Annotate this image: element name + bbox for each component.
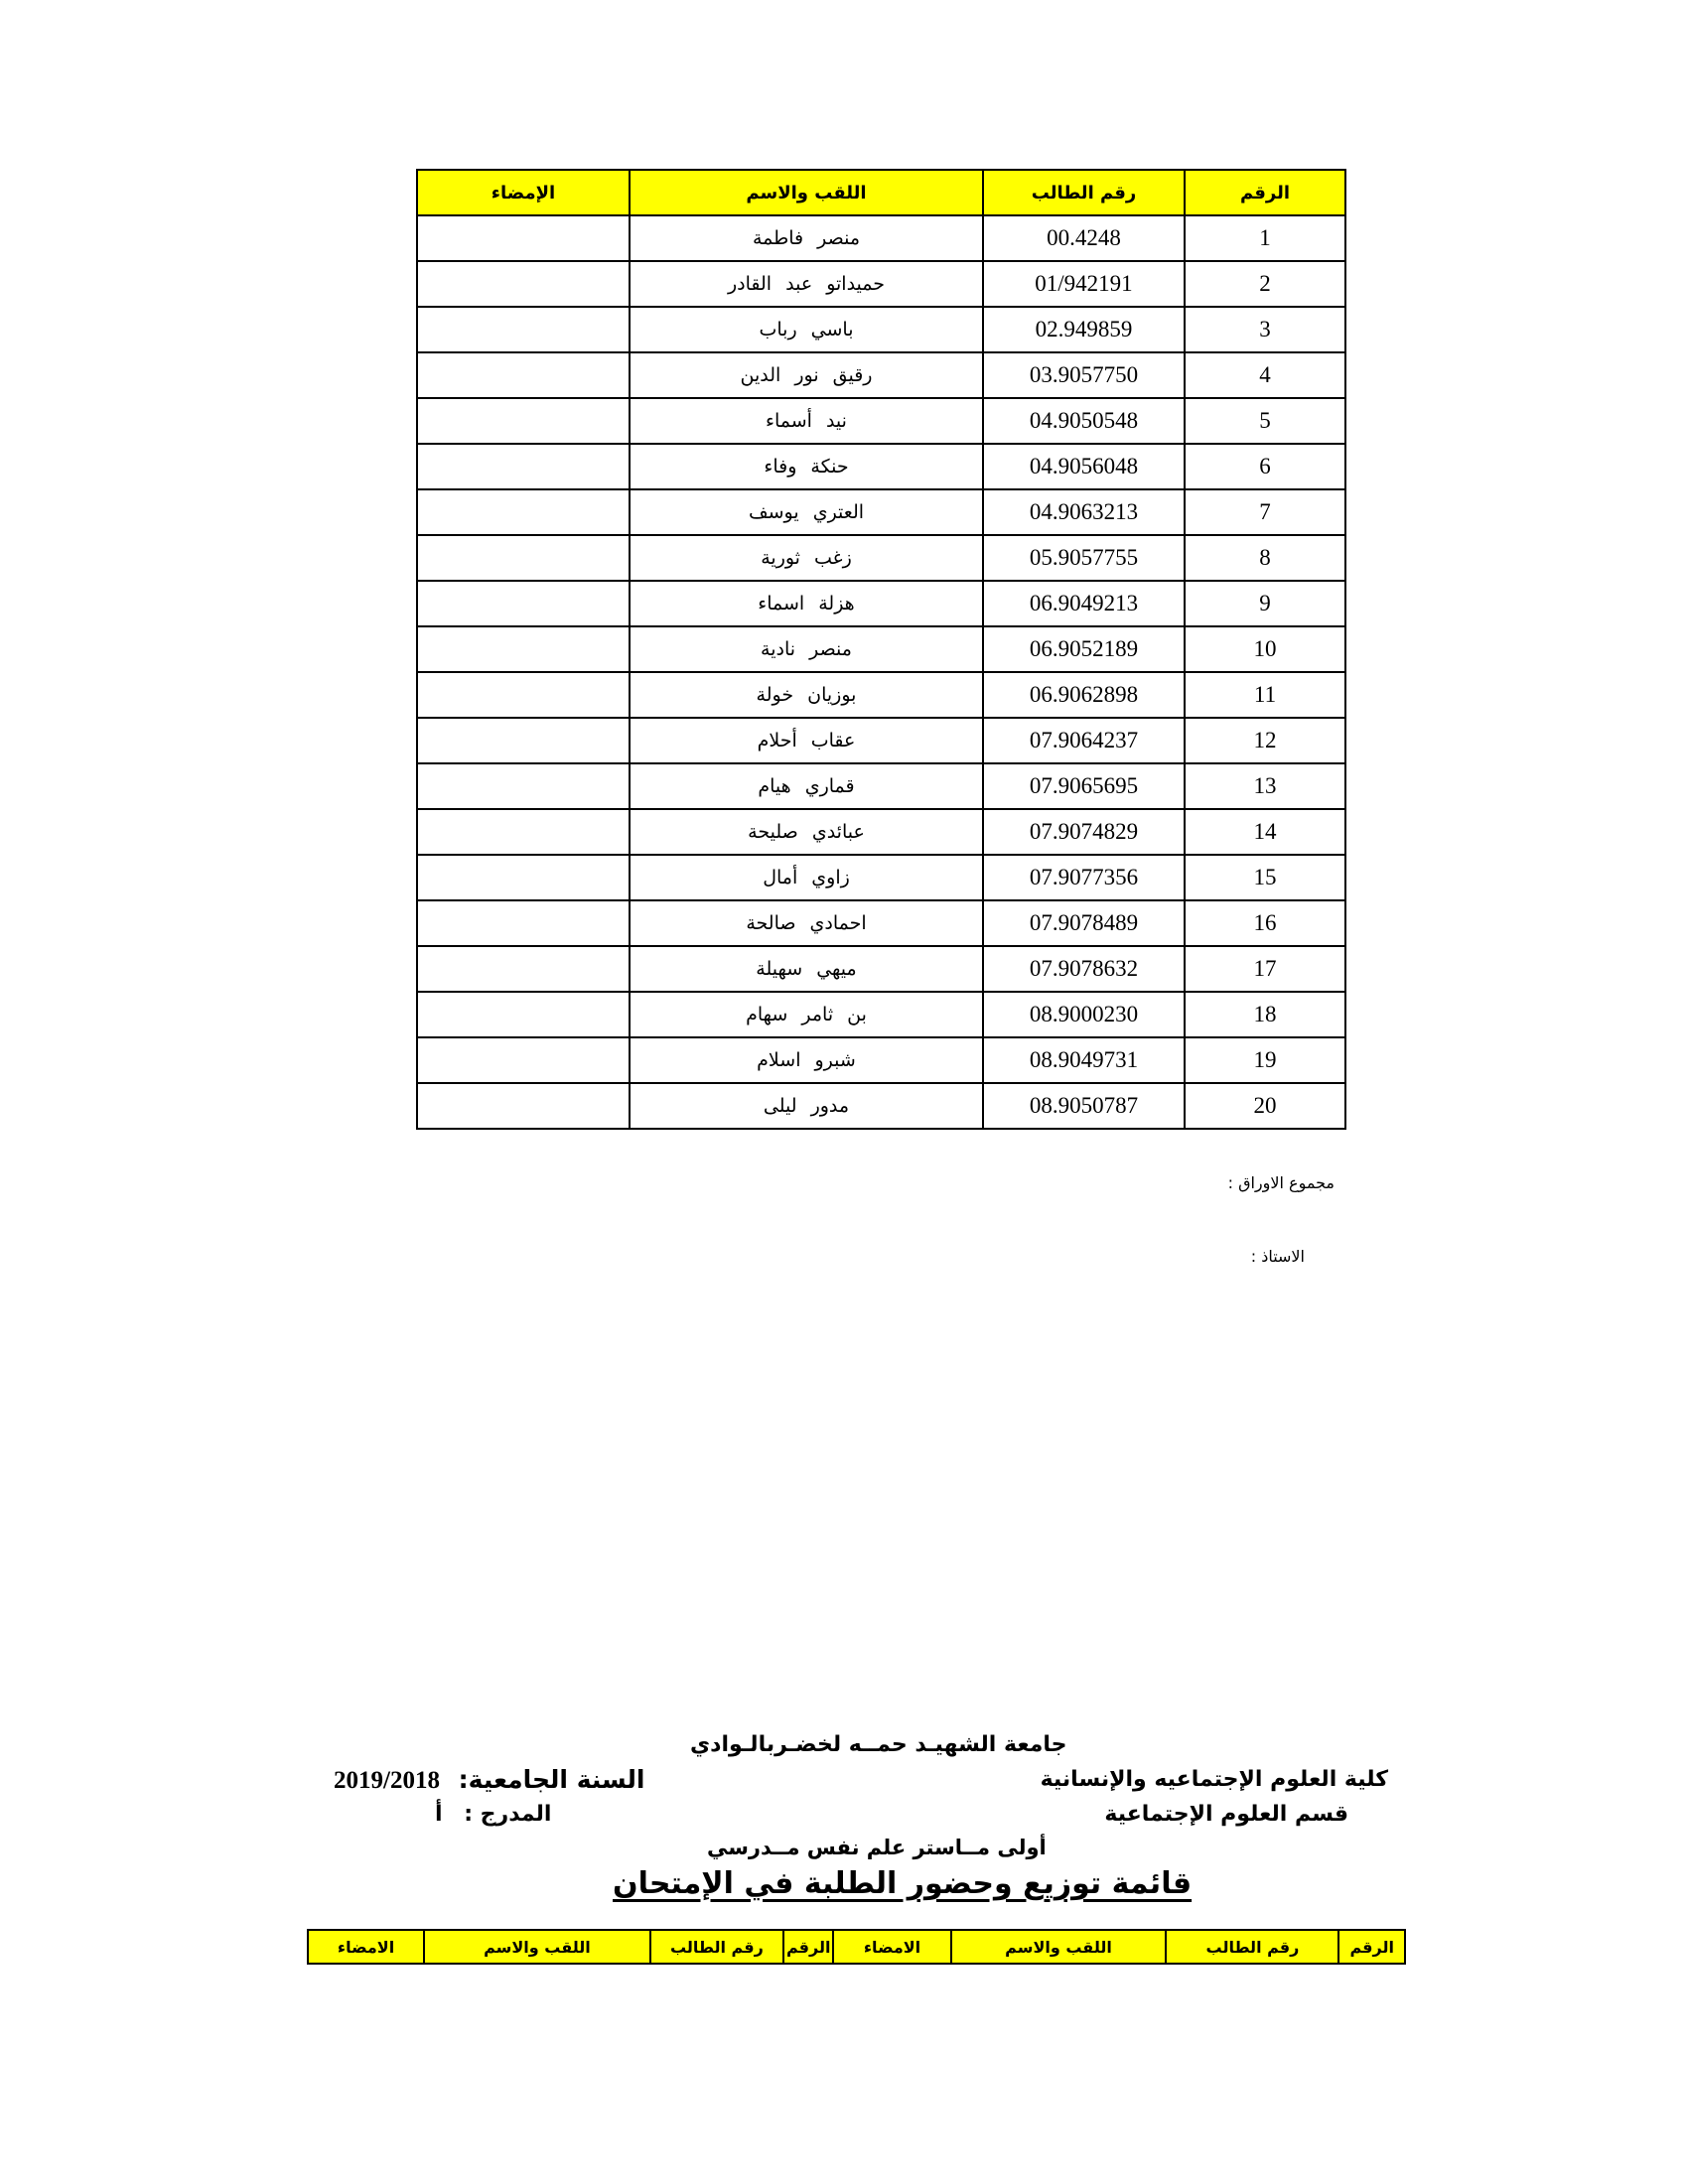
table-row bbox=[417, 1037, 1345, 1083]
table-row bbox=[417, 809, 1345, 855]
row-student-id: 06.9052189 bbox=[983, 626, 1185, 672]
row-number: 8 bbox=[1185, 535, 1345, 581]
row-signature-cell bbox=[417, 992, 630, 1037]
hall-value: أ bbox=[435, 1802, 443, 1827]
table-row bbox=[417, 398, 1345, 444]
row-student-id: 07.9074829 bbox=[983, 809, 1185, 855]
bottom-header-name-2: اللقب والاسم bbox=[424, 1930, 650, 1964]
row-name: حنكة وفاء bbox=[630, 444, 983, 489]
row-number: 13 bbox=[1185, 763, 1345, 809]
table-row bbox=[417, 261, 1345, 307]
row-student-id: 00.4248 bbox=[983, 215, 1185, 261]
row-name: العتري يوسف bbox=[630, 489, 983, 535]
row-signature-cell bbox=[417, 307, 630, 352]
row-student-id: 05.9057755 bbox=[983, 535, 1185, 581]
table-row bbox=[417, 626, 1345, 672]
row-name: قماري هيام bbox=[630, 763, 983, 809]
table-row bbox=[417, 718, 1345, 763]
row-signature-cell bbox=[417, 489, 630, 535]
row-number: 4 bbox=[1185, 352, 1345, 398]
academic-year-value: 2019/2018 bbox=[334, 1767, 440, 1794]
row-name: زغب ثورية bbox=[630, 535, 983, 581]
row-signature-cell bbox=[417, 535, 630, 581]
table-row bbox=[417, 444, 1345, 489]
bottom-header-table bbox=[307, 1929, 1406, 1965]
table-row bbox=[417, 672, 1345, 718]
row-name: رقيق نور الدين bbox=[630, 352, 983, 398]
row-number: 12 bbox=[1185, 718, 1345, 763]
row-number: 9 bbox=[1185, 581, 1345, 626]
academic-year bbox=[334, 1765, 644, 1795]
row-student-id: 07.9078632 bbox=[983, 946, 1185, 992]
row-student-id: 01/942191 bbox=[983, 261, 1185, 307]
table-row bbox=[417, 581, 1345, 626]
bottom-header-signature-1: الامضاء bbox=[833, 1930, 950, 1964]
table-row bbox=[417, 1083, 1345, 1129]
row-student-id: 02.949859 bbox=[983, 307, 1185, 352]
row-name: شبرو اسلام bbox=[630, 1037, 983, 1083]
row-number: 14 bbox=[1185, 809, 1345, 855]
row-name: باسي رباب bbox=[630, 307, 983, 352]
table-body bbox=[417, 215, 1345, 1129]
row-name: زاوي أمال bbox=[630, 855, 983, 900]
bottom-header-row bbox=[308, 1930, 1405, 1964]
document-title: قائمة توزيع وحضور الطلبة في الإمتحان bbox=[613, 1866, 1193, 1901]
row-name: منصر نادية bbox=[630, 626, 983, 672]
row-student-id: 07.9078489 bbox=[983, 900, 1185, 946]
table-row bbox=[417, 535, 1345, 581]
row-signature-cell bbox=[417, 1037, 630, 1083]
row-name: هزلة اسماء bbox=[630, 581, 983, 626]
table-row bbox=[417, 763, 1345, 809]
row-student-id: 04.9063213 bbox=[983, 489, 1185, 535]
row-student-id: 08.9000230 bbox=[983, 992, 1185, 1037]
row-number: 10 bbox=[1185, 626, 1345, 672]
table-row bbox=[417, 855, 1345, 900]
row-name: ميهي سهيلة bbox=[630, 946, 983, 992]
row-number: 1 bbox=[1185, 215, 1345, 261]
bottom-header-signature-2: الامضاء bbox=[308, 1930, 424, 1964]
row-number: 15 bbox=[1185, 855, 1345, 900]
row-signature-cell bbox=[417, 398, 630, 444]
row-number: 18 bbox=[1185, 992, 1345, 1037]
row-student-id: 06.9062898 bbox=[983, 672, 1185, 718]
row-signature-cell bbox=[417, 672, 630, 718]
row-student-id: 08.9050787 bbox=[983, 1083, 1185, 1129]
row-name: مدور ليلى bbox=[630, 1083, 983, 1129]
row-signature-cell bbox=[417, 855, 630, 900]
hall-label: المدرج : bbox=[464, 1802, 552, 1827]
row-signature-cell bbox=[417, 763, 630, 809]
bottom-header-student-id-1: رقم الطالب bbox=[1166, 1930, 1338, 1964]
row-signature-cell bbox=[417, 261, 630, 307]
program-name: أولى مــاستر علم نفس مــدرسي bbox=[707, 1836, 1047, 1859]
row-signature-cell bbox=[417, 946, 630, 992]
header-student-id: رقم الطالب bbox=[983, 170, 1185, 215]
row-number: 11 bbox=[1185, 672, 1345, 718]
row-number: 7 bbox=[1185, 489, 1345, 535]
row-student-id: 07.9064237 bbox=[983, 718, 1185, 763]
row-number: 16 bbox=[1185, 900, 1345, 946]
row-student-id: 08.9049731 bbox=[983, 1037, 1185, 1083]
row-number: 2 bbox=[1185, 261, 1345, 307]
row-name: عقاب أحلام bbox=[630, 718, 983, 763]
table-header-row bbox=[417, 170, 1345, 215]
bottom-header-name-1: اللقب والاسم bbox=[951, 1930, 1167, 1964]
row-student-id: 07.9065695 bbox=[983, 763, 1185, 809]
hall bbox=[435, 1802, 551, 1827]
attendance-table bbox=[416, 169, 1346, 1130]
professor-label: الاستاذ : bbox=[1250, 1247, 1305, 1266]
bottom-header-number-1: الرقم bbox=[1338, 1930, 1405, 1964]
row-name: بن ثامر سهام bbox=[630, 992, 983, 1037]
bottom-header-number-2: الرقم bbox=[783, 1930, 833, 1964]
department-name: قسم العلوم الإجتماعية bbox=[1104, 1802, 1348, 1827]
row-signature-cell bbox=[417, 626, 630, 672]
table-row bbox=[417, 992, 1345, 1037]
row-name: عبائدي صليحة bbox=[630, 809, 983, 855]
row-name: احمادي صالحة bbox=[630, 900, 983, 946]
table-row bbox=[417, 215, 1345, 261]
row-name: منصر فاطمة bbox=[630, 215, 983, 261]
row-signature-cell bbox=[417, 1083, 630, 1129]
table-row bbox=[417, 352, 1345, 398]
row-number: 17 bbox=[1185, 946, 1345, 992]
header-signature: الإمضاء bbox=[417, 170, 630, 215]
university-name: جامعة الشهيـد حمــه لخضـربالـوادي bbox=[690, 1732, 1067, 1757]
table-row bbox=[417, 900, 1345, 946]
table-row bbox=[417, 946, 1345, 992]
row-name: حميداتو عبد القادر bbox=[630, 261, 983, 307]
academic-year-label: السنة الجامعية: bbox=[458, 1765, 645, 1794]
row-signature-cell bbox=[417, 900, 630, 946]
row-number: 6 bbox=[1185, 444, 1345, 489]
row-number: 3 bbox=[1185, 307, 1345, 352]
table-row bbox=[417, 489, 1345, 535]
row-signature-cell bbox=[417, 809, 630, 855]
row-name: بوزيان خولة bbox=[630, 672, 983, 718]
header-number: الرقم bbox=[1185, 170, 1345, 215]
row-signature-cell bbox=[417, 215, 630, 261]
row-student-id: 04.9050548 bbox=[983, 398, 1185, 444]
bottom-header-student-id-2: رقم الطالب bbox=[650, 1930, 783, 1964]
header-name: اللقب والاسم bbox=[630, 170, 983, 215]
row-number: 20 bbox=[1185, 1083, 1345, 1129]
row-student-id: 04.9056048 bbox=[983, 444, 1185, 489]
table-row bbox=[417, 307, 1345, 352]
row-number: 19 bbox=[1185, 1037, 1345, 1083]
row-signature-cell bbox=[417, 352, 630, 398]
row-signature-cell bbox=[417, 718, 630, 763]
row-number: 5 bbox=[1185, 398, 1345, 444]
row-name: نيد أسماء bbox=[630, 398, 983, 444]
row-student-id: 07.9077356 bbox=[983, 855, 1185, 900]
total-papers-label: مجموع الاوراق : bbox=[1227, 1173, 1335, 1192]
row-student-id: 03.9057750 bbox=[983, 352, 1185, 398]
row-signature-cell bbox=[417, 581, 630, 626]
row-student-id: 06.9049213 bbox=[983, 581, 1185, 626]
faculty-name: كلية العلوم الإجتماعيه والإنسانية bbox=[1040, 1767, 1388, 1792]
row-signature-cell bbox=[417, 444, 630, 489]
